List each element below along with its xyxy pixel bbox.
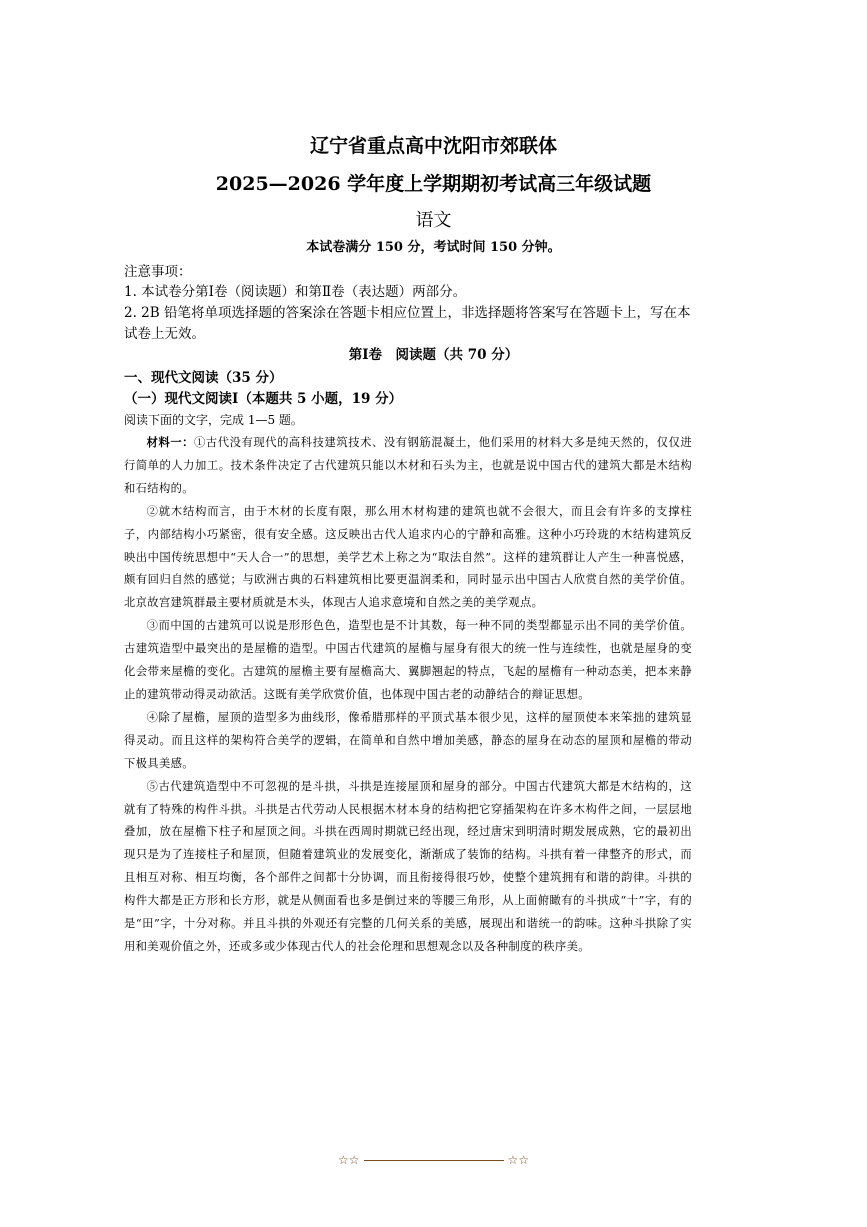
passage-paragraph-1 [124,431,692,501]
note-item-1: 1. 本试卷分第Ⅰ卷（阅读题）和第Ⅱ卷（表达题）两部分。 [124,284,467,300]
passage-paragraph-5: ⑤古代建筑造型中不可忽视的是斗拱，斗拱是连接屋顶和屋身的部分。中国古代建筑大都是木结构的，这就有了特殊的构件斗拱。斗拱是古代劳动人民根据木材本身的结构把它穿插架构在许多木构件之间，一层层地叠加，放在屋檐下柱子和屋顶之间。斗拱在西周时期就已经出现，经过唐宋到明清时期发展成熟，它的最初出现只是为了连接柱子和屋顶，但随着建筑业的发展变化，渐渐成了装饰的结构。斗拱有着一律整齐的形式，而且相互对称、相互均衡，各个部件之间都十分协调，而且衔接得很巧妙，使整个建筑拥有和谐的韵律。斗拱的构件大都是正方形和长方形，就是从侧面看也多是倒过来的等腰三角形，从上面俯瞰有的斗拱成“十”字，有的是“田”字，十分对称。并且斗拱的外观还有完整的几何关系的美感，展现出和谐统一的韵味。这种斗拱除了实用和美观价值之外，还或多或少体现古代人的社会伦理和思想观念以及各种制度的秩序美。 [124,779,692,953]
exam-title-line1: 辽宁省重点高中沈阳市郊联体 [309,135,557,157]
sub-section-title: （一）现代文阅读Ⅰ（本题共 5 小题，19 分） [124,391,403,407]
page-footer-ornament [0,1150,867,1170]
passage-paragraph-3: ③而中国的古建筑可以说是形形色色，造型也是不计其数，每一种不同的类型都显示出不同的美学价值。古建筑造型中最突出的是屋檐的造型。中国古代建筑的屋檐与屋身有很大的统一性与连续性，也就是屋身的变化会带来屋檐的变化。古建筑的屋檐主要有屋檐高大、翼脚翘起的特点，飞起的屋檐有一种动态美，把本来静止的建筑带动得灵动欲活。这既有美学欣赏价值，也体现中国古老的动静结合的辩证思想。 [124,619,692,701]
material-label: 材料一： [146,435,195,449]
subject-title: 语文 [415,210,452,231]
exam-title-line2: 2025—2026 学年度上学期期初考试高三年级试题 [215,173,652,195]
footer-divider-line [364,1160,504,1161]
note-item-2: 2. 2B 铅笔将单项选择题的答案涂在答题卡相应位置上，非选择题将答案写在答题卡上，写在本试卷上无效。 [124,305,691,342]
part-title: 一、现代文阅读（35 分） [124,370,283,386]
footer-right-stars: ☆☆ [507,1153,530,1167]
reading-passage [124,431,692,959]
paragraph-1-text: ①古代没有现代的高科技建筑技术、没有钢筋混凝土，他们采用的材料大多是纯天然的，仅仅进行简单的人力加工。技术条件决定了古代建筑只能以木材和石头为主，也就是说中国古代的建筑大都是木结构和石结构的。 [124,436,692,495]
passage-paragraph-2: ②就木结构而言，由于木材的长度有限，那么用木材构建的建筑也就不会很大，而且会有许多的支撑柱子，内部结构小巧紧密，很有安全感。这反映出古代人追求内心的宁静和高雅。这种小巧玲珑的木结构建筑反映出中国传统思想中“天人合一”的思想，美学艺术上称之为“取法自然”。这样的建筑群让人产生一种喜悦感，颇有回归自然的感觉；与欧洲古典的石料建筑相比要更温润柔和，同时显示出中国古人欣赏自然的美学价值。北京故宫建筑群最主要材质就是木头，体现古人追求意境和自然之美的美学观点。 [124,504,692,610]
exam-meta: 本试卷满分 150 分，考试时间 150 分钟。 [306,240,561,255]
notes-heading: 注意事项： [124,264,192,280]
section-title: 第Ⅰ卷 阅读题（共 70 分） [348,347,519,363]
reading-instruction: 阅读下面的文字，完成 1—5 题。 [124,413,303,427]
passage-paragraph-4: ④除了屋檐，屋顶的造型多为曲线形，像希腊那样的平顶式基本很少见，这样的屋顶使本来笨拙的建筑显得灵动。而且这样的架构符合美学的逻辑，在简单和自然中增加美感，静态的屋身在动态的屋顶和屋檐的带动下极具美感。 [124,710,692,770]
footer-left-stars: ☆☆ [337,1153,360,1167]
